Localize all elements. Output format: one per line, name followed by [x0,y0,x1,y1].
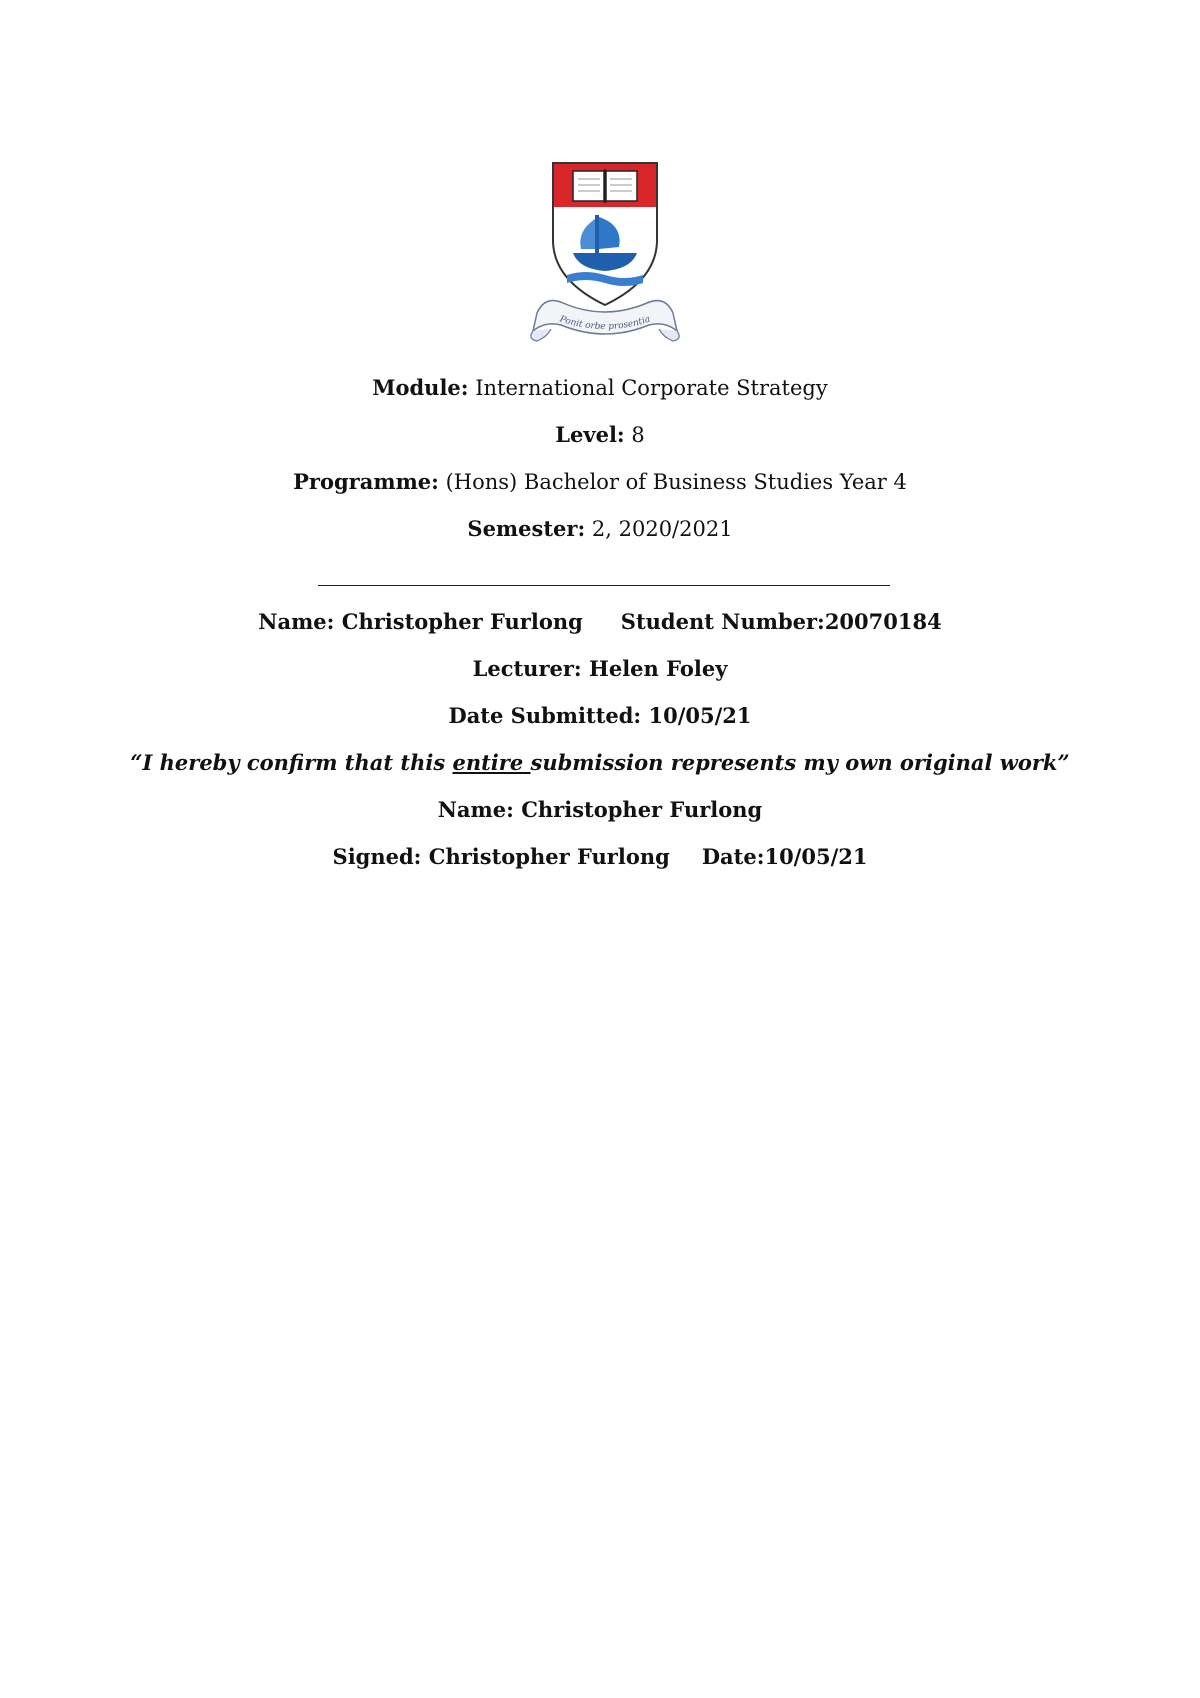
lecturer-line [0,655,1200,683]
student-name-label: Name: [258,609,335,634]
signed-date-value: 10/05/21 [764,844,868,869]
originality-declaration [0,749,1200,777]
signed-date-label: Date: [701,844,765,869]
module-value: International Corporate Strategy [475,376,828,400]
crest-motto: Ponit orbe prosentia [558,314,652,333]
confirm-name-label: Name: [437,797,514,822]
crest-emblem [515,145,695,355]
student-number-value: 20070184 [824,609,942,634]
date-submitted-label: Date Submitted: [448,703,642,728]
declaration-text-end: submission represents my own original work” [530,750,1070,775]
signature-line [0,843,1200,871]
level-label: Level: [555,422,625,447]
signed-value: Christopher Furlong [428,844,670,869]
declaration-text-start: “I hereby confirm that this [130,750,453,775]
declaration-emphasis: entire [452,750,531,775]
level-value: 8 [631,423,645,447]
student-number-label: Student Number: [620,609,825,634]
date-submitted-line [0,702,1200,730]
motto-ribbon [531,301,680,341]
date-submitted-value: 10/05/21 [648,703,752,728]
lecturer-value: Helen Foley [589,656,728,681]
semester-value: 2, 2020/2021 [591,517,733,541]
programme-value: (Hons) Bachelor of Business Studies Year 4 [445,470,907,494]
separator-rule [318,585,890,586]
semester-label: Semester: [467,516,586,541]
module-line [0,374,1200,402]
lecturer-label: Lecturer: [472,656,582,681]
confirm-name-line [0,796,1200,824]
semester-line [0,515,1200,543]
university-crest [515,145,695,355]
programme-line [0,468,1200,496]
book-icon [573,169,637,203]
level-line [0,421,1200,449]
signed-label: Signed: [332,844,422,869]
programme-label: Programme: [293,469,439,494]
module-label: Module: [372,375,469,400]
student-line [0,608,1200,636]
student-name-value: Christopher Furlong [341,609,583,634]
confirm-name-value: Christopher Furlong [521,797,763,822]
